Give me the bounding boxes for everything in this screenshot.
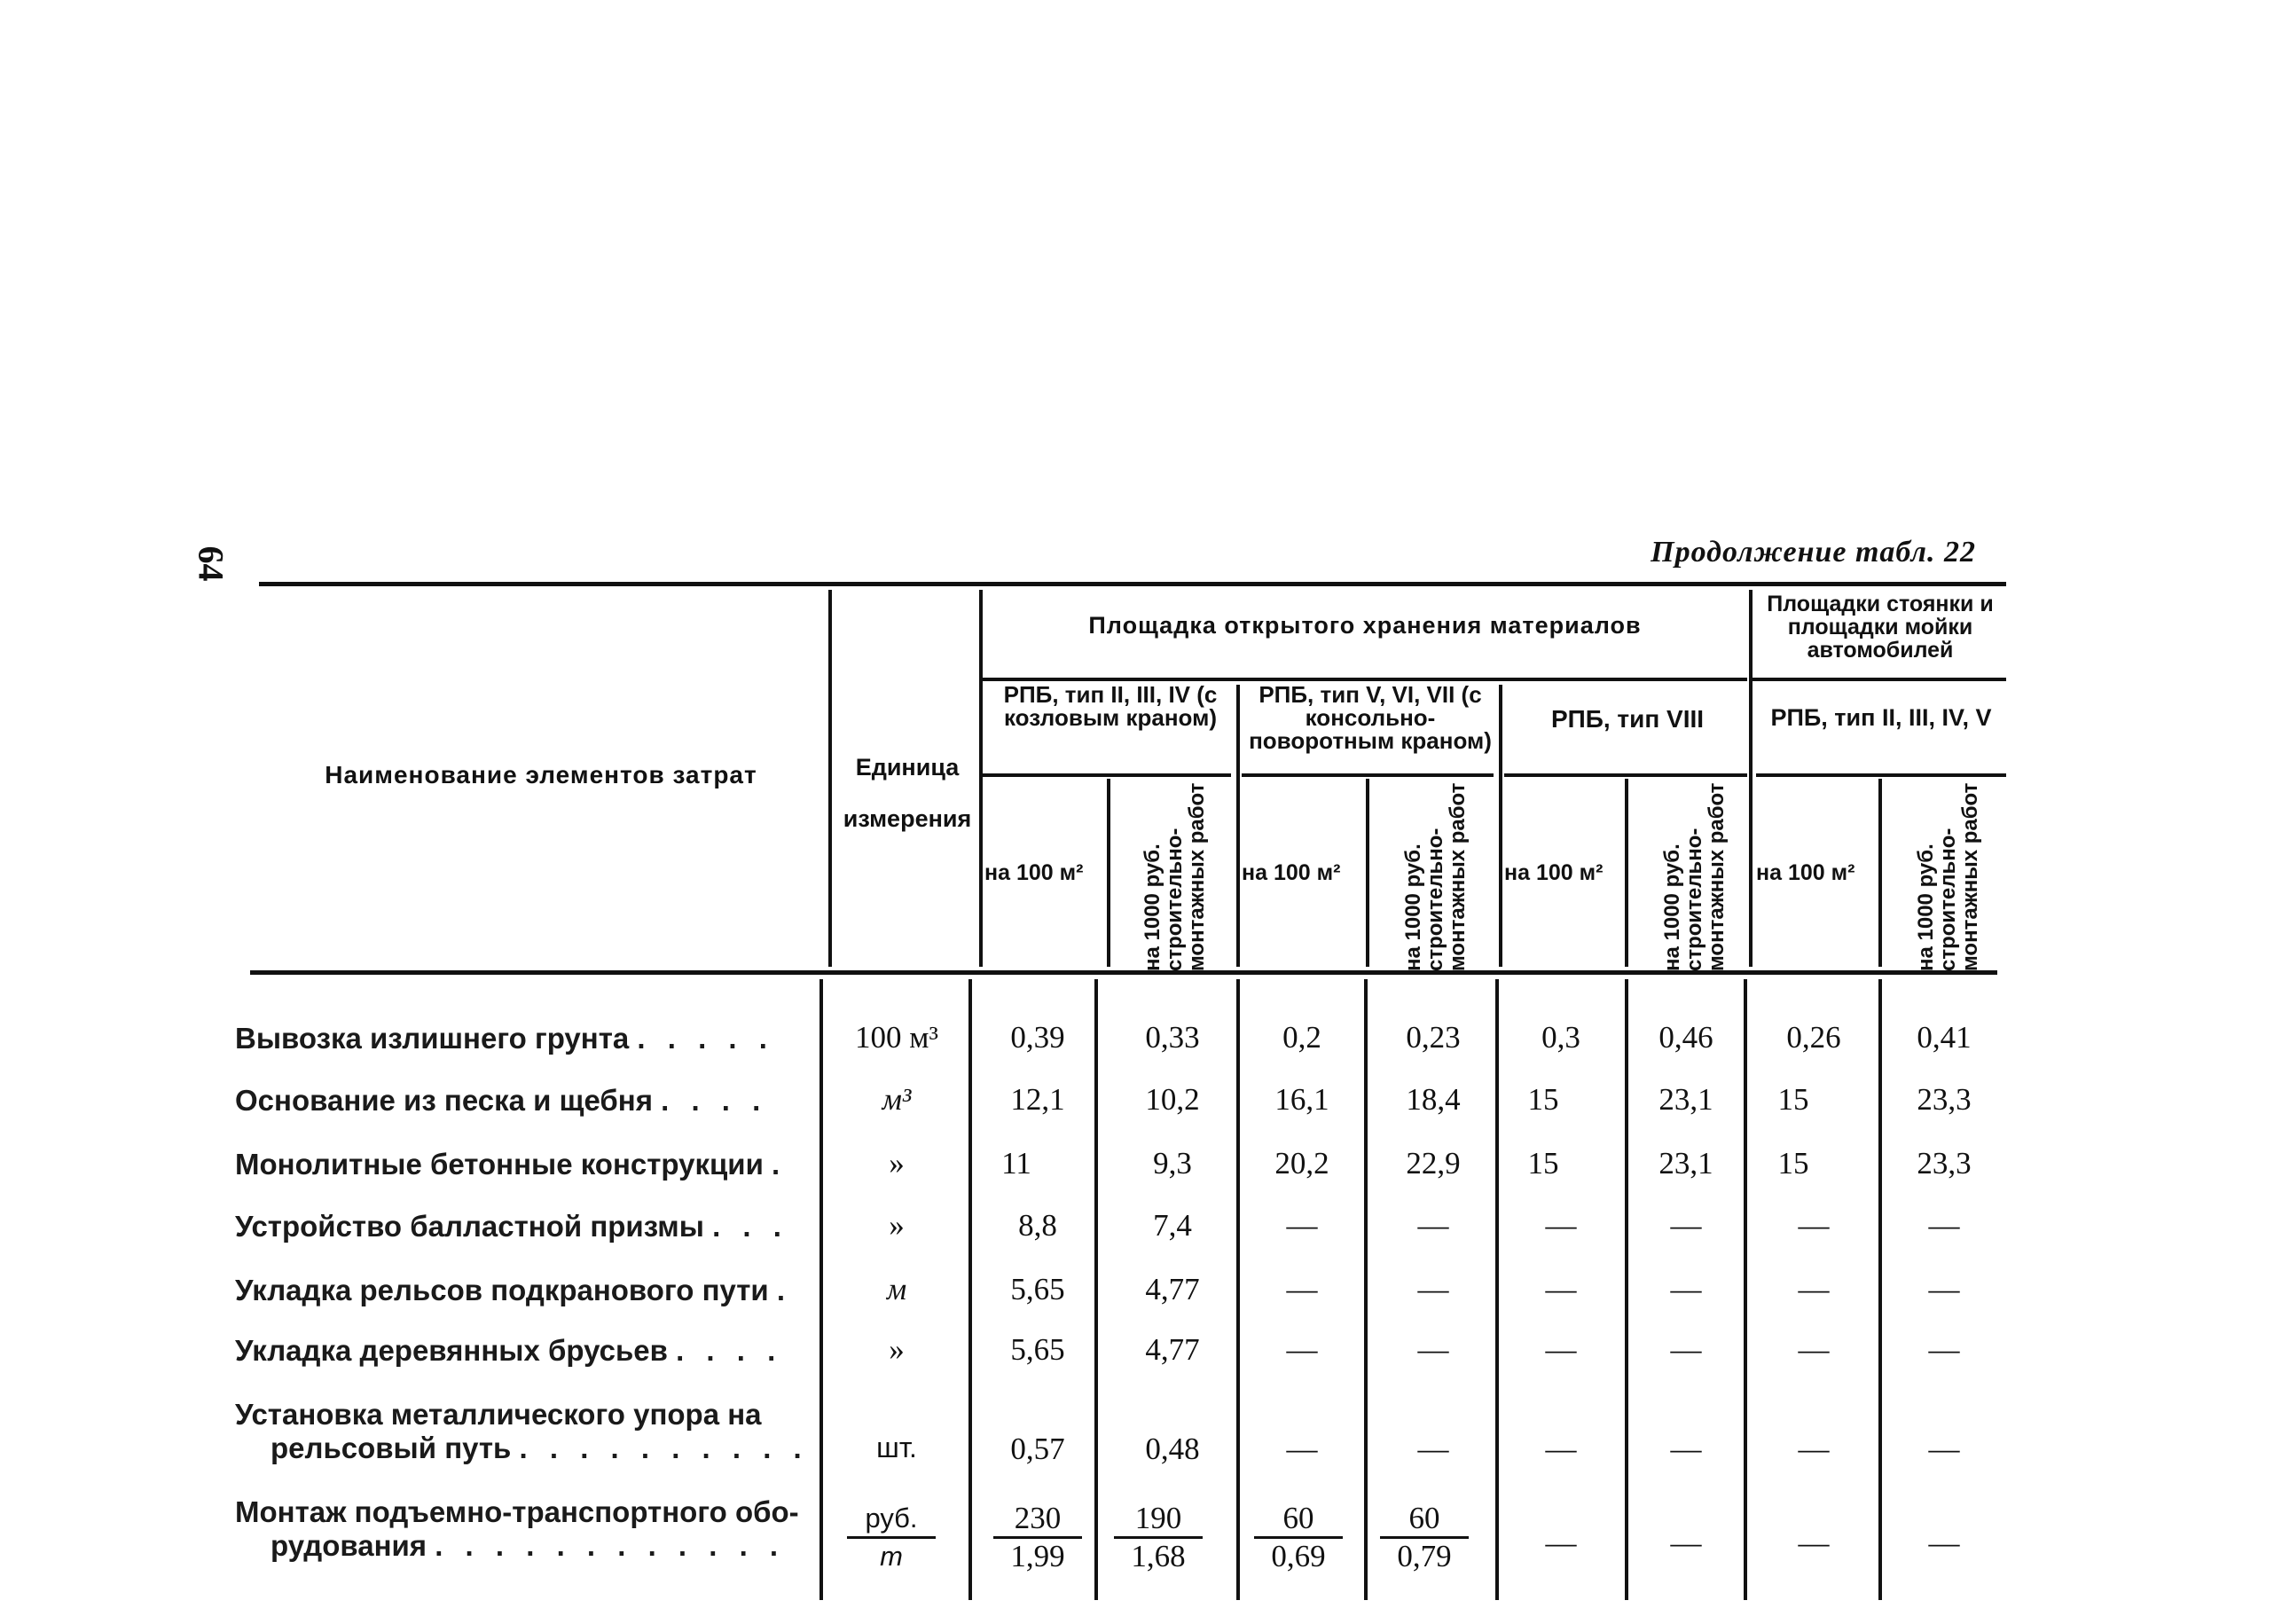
row-dots: . . . . . . . . . . . . [435,1529,786,1562]
body-line-8 [1744,979,1747,1600]
page-number: 64 [191,545,231,582]
table-cell: — [1545,1526,1577,1560]
table-cell: 0,2 [1282,1020,1321,1055]
table-cell: — [1286,1432,1318,1466]
table-cell: — [1798,1208,1830,1243]
row-unit: » [889,1332,905,1367]
row-unit: м [886,1272,907,1306]
table-cell: 12,1 [1010,1082,1065,1117]
row-name-text: Основание из песка и щебня [235,1084,653,1117]
table-cell-fraction [1254,1501,1343,1574]
body-line-2 [968,979,972,1600]
table-cell: 5,65 [1010,1332,1065,1367]
row-unit: » [889,1146,905,1181]
table-cell: — [1545,1432,1577,1466]
subheader-per100-g4: на 100 м² [1756,860,1855,885]
row-name-text: рудования [271,1529,427,1562]
table-cell: 0,23 [1406,1020,1461,1055]
subheader-per100-g2: на 100 м² [1242,860,1341,885]
table-cell: — [1417,1432,1449,1466]
header-unit-column [832,741,983,844]
row-name [235,1084,820,1118]
table-cell: — [1286,1272,1318,1306]
row-name-line1: Монтаж подъемно-транспортного обо- [235,1495,799,1528]
table-cell: 0,48 [1145,1432,1200,1466]
table-cell: — [1670,1432,1702,1466]
table-cell: — [1798,1432,1830,1466]
table-cell: 0,33 [1145,1020,1200,1055]
header-unit-line1: Единица [855,754,960,781]
table-cell: — [1417,1208,1449,1243]
row-unit-fraction [847,1501,936,1574]
table-cell: 23,1 [1658,1082,1713,1117]
table-cell: 20,2 [1274,1146,1329,1181]
fraction-numerator: руб. [847,1501,936,1539]
table-cell: 15 [1777,1082,1809,1117]
table-cell: — [1798,1272,1830,1306]
table-cell: — [1286,1332,1318,1367]
table-cell: 4,77 [1145,1332,1200,1367]
row-dots: . [772,1148,788,1181]
row-unit: 100 м³ [855,1020,938,1055]
table-cell: 15 [1777,1146,1809,1181]
table-cell: — [1928,1272,1960,1306]
table-cell: 7,4 [1153,1208,1192,1243]
header-group-2: РПБ, тип V, VI, VII (с консольно-поворотным краном) [1249,681,1492,754]
body-line-3 [1094,979,1098,1600]
table-cell: 15 [1527,1146,1559,1181]
fraction-denominator: 0,79 [1397,1539,1452,1573]
fraction-denominator: 1,68 [1131,1539,1186,1573]
subheader-per1000-g2: на 1000 руб. строительно-монтажных работ [1400,782,1470,971]
table-cell: 18,4 [1406,1082,1461,1117]
row-name [235,1495,820,1563]
row-dots: . . . . . . . . . . [519,1432,809,1464]
table-cell: — [1798,1526,1830,1560]
header-name-column: Наименование элементов затрат [325,761,757,788]
row-unit: » [889,1208,905,1243]
table-cell: 16,1 [1274,1082,1329,1117]
fraction-denominator: т [880,1541,903,1572]
row-dots: . . . . [661,1084,768,1117]
row-dots: . . . [712,1210,788,1243]
subheader-per100-g3: на 100 м² [1504,860,1604,885]
table-cell: 11 [1001,1146,1031,1181]
subheader-per1000-g3: на 1000 руб. строительно-монтажных работ [1659,782,1729,971]
header-unit-line2: измерения [843,805,972,832]
table-cell: — [1928,1208,1960,1243]
table-cell: 10,2 [1145,1082,1200,1117]
table-cell: 4,77 [1145,1272,1200,1306]
fraction-numerator: 60 [1254,1501,1343,1539]
row-name-text: Вывозка излишнего грунта [235,1022,630,1055]
subheader-per1000-g1: на 1000 руб. строительно-монтажных работ [1140,782,1209,971]
table-cell-fraction [1380,1501,1469,1574]
table-cell: 15 [1527,1082,1559,1117]
table-cell: 8,8 [1018,1208,1057,1243]
table-cell: — [1670,1208,1702,1243]
row-unit: м³ [882,1082,912,1117]
table-cell: — [1286,1208,1318,1243]
row-name-text: Укладка деревянных брусьев [235,1334,668,1367]
table-cell: 0,46 [1658,1020,1713,1055]
table-cell: 0,39 [1010,1020,1065,1055]
row-name-text: Устройство балластной призмы [235,1210,704,1243]
row-dots: . . . . . [637,1022,774,1055]
table-cell: 23,3 [1917,1146,1972,1181]
table-cell: 23,3 [1917,1082,1972,1117]
table-cell: 23,1 [1658,1146,1713,1181]
parking-rule [1752,678,2006,681]
table-cell-fraction [1114,1501,1203,1574]
row-name-text: рельсовый путь [271,1432,512,1464]
row-dots: . [776,1274,793,1306]
table-cell: 22,9 [1406,1146,1461,1181]
table-cell: — [1545,1272,1577,1306]
table-cell: 0,3 [1541,1020,1580,1055]
row-dots: . . . . [676,1334,783,1367]
table-cell: — [1417,1332,1449,1367]
table-cell-fraction [993,1501,1082,1574]
row-name [235,1334,820,1368]
table-cell: — [1670,1272,1702,1306]
subheader-per100-g1: на 100 м² [984,860,1084,885]
header-parking: Площадки стоянки и площадки мойки автомобилей [1767,592,1994,663]
table-cell: — [1928,1332,1960,1367]
header-group-4: РПБ, тип II, III, IV, V [1770,704,1992,731]
table-cell: 0,26 [1786,1020,1841,1055]
row-name-text: Укладка рельсов подкранового пути [235,1274,769,1306]
fraction-denominator: 0,69 [1271,1539,1326,1573]
fraction-numerator: 60 [1380,1501,1469,1539]
table-cell: 0,41 [1917,1020,1972,1055]
row-name-line2 [235,1432,820,1465]
row-name [235,1148,820,1181]
table-cell: 9,3 [1153,1146,1192,1181]
table-cell: — [1670,1526,1702,1560]
table-cell: — [1798,1332,1830,1367]
row-name-text: Монолитные бетонные конструкции [235,1148,764,1181]
table-top-rule [259,582,2006,586]
table-cell: — [1545,1208,1577,1243]
row-name [235,1398,820,1465]
table-cell: 0,57 [1010,1432,1065,1466]
row-name [235,1274,820,1307]
header-group-1: РПБ, тип II, III, IV (с козловым краном) [1003,681,1218,731]
row-name-line2 [235,1529,820,1563]
row-name-line1: Установка металлического упора на [235,1398,762,1431]
row-name [235,1022,820,1055]
table-cell: — [1545,1332,1577,1367]
table-cell: — [1928,1526,1960,1560]
fraction-denominator: 1,99 [1010,1539,1065,1573]
header-group-3: РПБ, тип VIII [1550,705,1705,733]
row-unit: шт. [876,1432,917,1463]
table-cell: — [1928,1432,1960,1466]
header-open-storage: Площадка открытого хранения материалов [1088,612,1642,639]
fraction-numerator: 190 [1114,1501,1203,1539]
subheader-per1000-g4: на 1000 руб. строительно-монтажных работ [1913,782,1982,971]
table-cell: — [1670,1332,1702,1367]
row-name [235,1210,820,1243]
table-cell: — [1417,1272,1449,1306]
table-cell: 5,65 [1010,1272,1065,1306]
body-line-5 [1364,979,1368,1600]
fraction-numerator: 230 [993,1501,1082,1539]
table-caption: Продолжение табл. 22 [1651,536,1976,569]
